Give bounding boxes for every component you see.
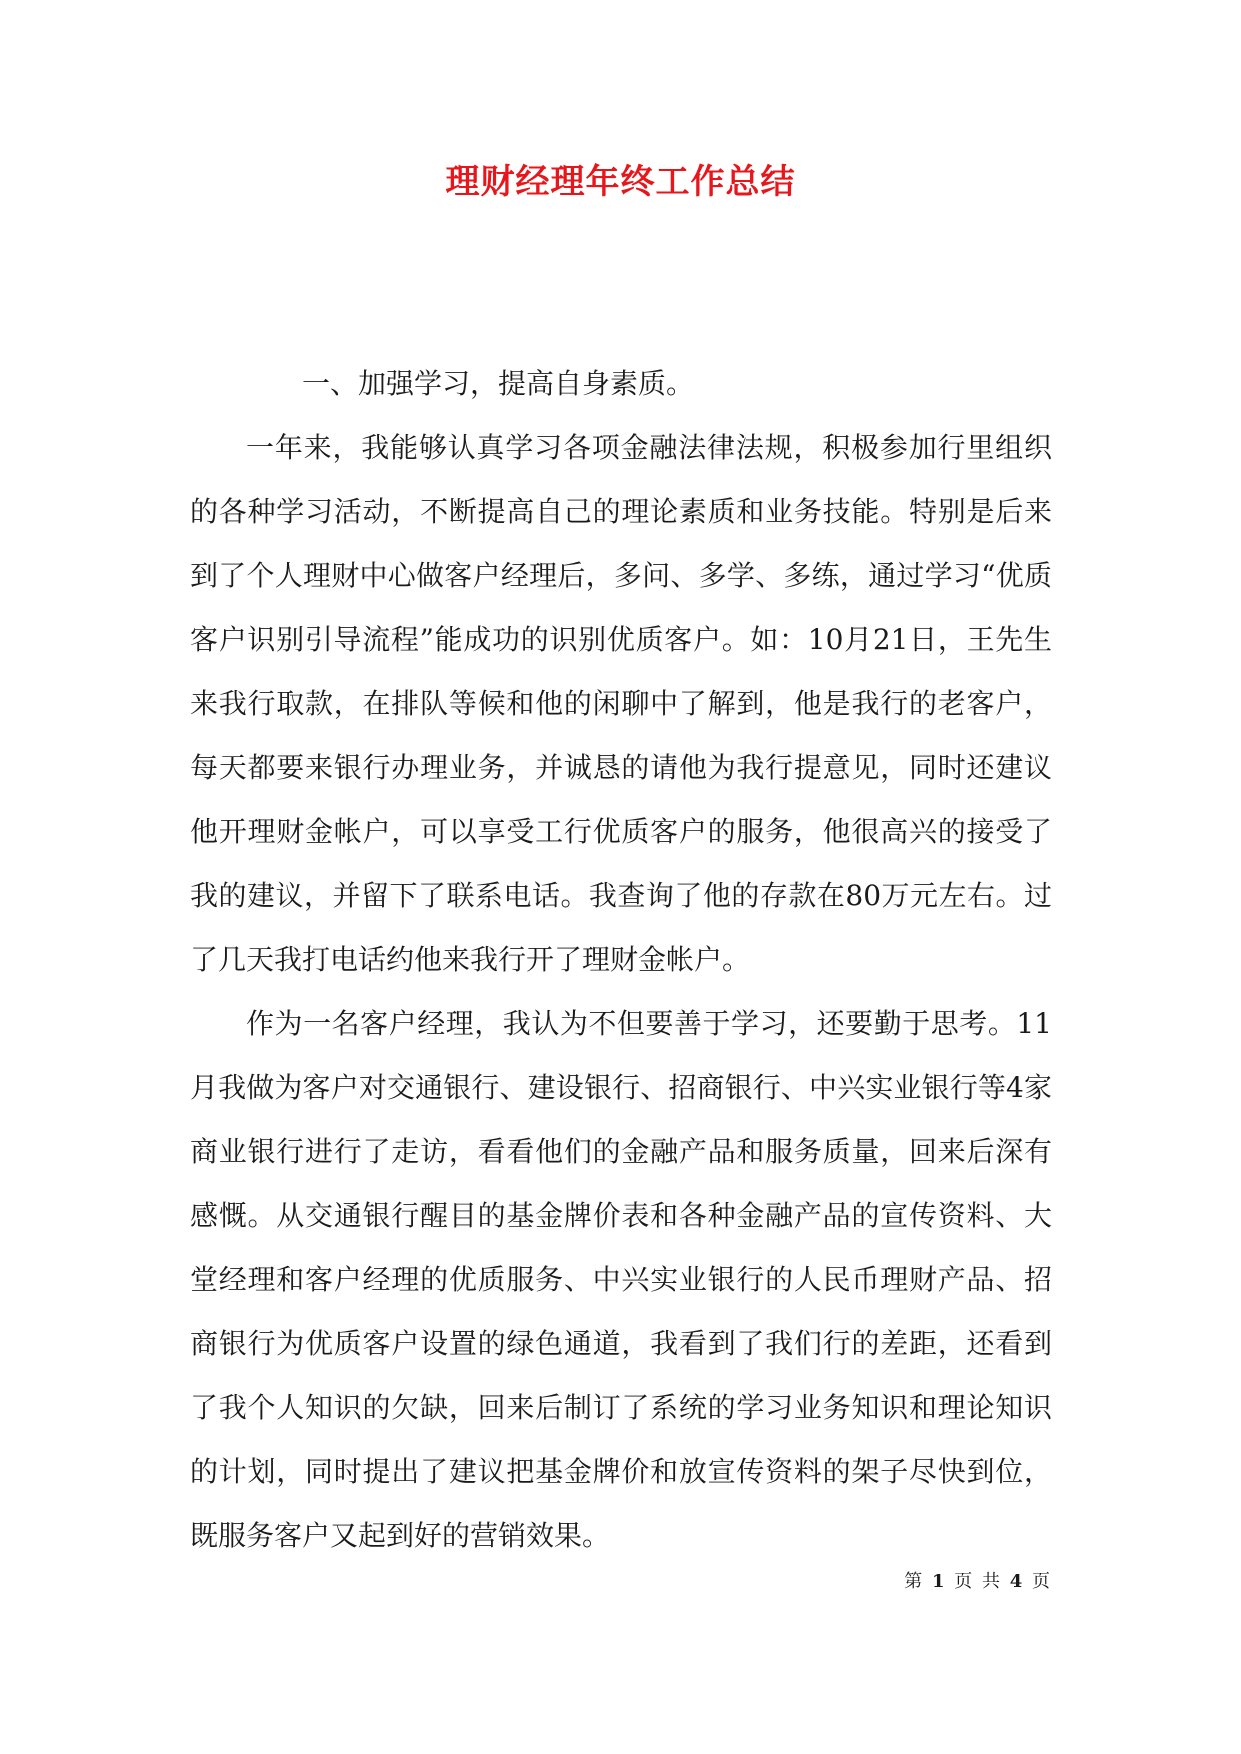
page-footer [190, 1570, 1052, 1594]
footer-suffix: 页 [1032, 1571, 1052, 1592]
document-body [190, 352, 1052, 1568]
footer-prefix: 第 [904, 1571, 925, 1592]
footer-current-page: 1 [932, 1571, 947, 1592]
footer-middle: 页 共 [954, 1571, 1002, 1592]
paragraph-study: 一年来，我能够认真学习各项金融法律法规，积极参加行里组织的各种学习活动，不断提高自己的理论素质和业务技能。特别是后来到了个人理财中心做客户经理后，多问、多学、多练，通过学习“优质客户识别引导流程”能成功的识别优质客户。如：10月21日，王先生来我行取款，在排队等候和他的闲聊中了解到，他是我行的老客户，每天都要来银行办理业务，并诚恳的请他为我行提意见，同时还建议他开理财金帐户，可以享受工行优质客户的服务，他很高兴的接受了我的建议，并留下了联系电话。我查询了他的存款在80万元左右。过了几天我打电话约他来我行开了理财金帐户。 [190, 431, 1052, 976]
section-heading: 一、加强学习，提高自身素质。 [302, 367, 695, 400]
document-title: 理财经理年终工作总结 [445, 162, 796, 202]
footer-total-pages: 4 [1009, 1571, 1025, 1592]
paragraph-thinking: 作为一名客户经理，我认为不但要善于学习，还要勤于思考。11月我做为客户对交通银行、建设银行、招商银行、中兴实业银行等4家商业银行进行了走访，看看他们的金融产品和服务质量，回来后深有感慨。从交通银行醒目的基金牌价表和各种金融产品的宣传资料、大堂经理和客户经理的优质服务、中兴实业银行的人民币理财产品、招商银行为优质客户设置的绿色通道，我看到了我们行的差距，还看到了我个人知识的欠缺，回来后制订了系统的学习业务知识和理论知识的计划，同时提出了建议把基金牌价和放宣传资料的架子尽快到位，既服务客户又起到好的营销效果。 [190, 1007, 1052, 1552]
